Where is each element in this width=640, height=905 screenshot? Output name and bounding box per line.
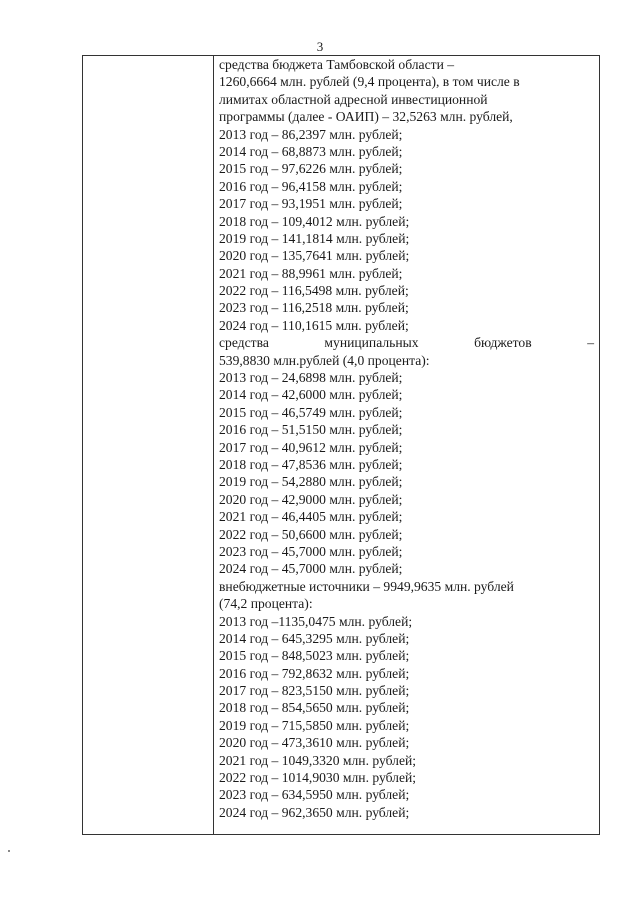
extrabudgetary-year-line: 2021 год – 1049,3320 млн. рублей; (219, 752, 417, 768)
regional-budget-summary-line: 1260,6664 млн. рублей (9,4 процента), в том числе в (219, 74, 520, 90)
municipal-year-line: 2022 год – 50,6600 млн. рублей; (219, 526, 403, 542)
extrabudgetary-year-line: 2015 год – 848,5023 млн. рублей; (219, 648, 410, 664)
regional-year-line: 2013 год – 86,2397 млн. рублей; (219, 126, 403, 142)
extrabudgetary-year-line: 2022 год – 1014,9030 млн. рублей; (219, 770, 417, 786)
municipal-year-line: 2016 год – 51,5150 млн. рублей; (219, 422, 403, 438)
extrabudgetary-year-line: 2014 год – 645,3295 млн. рублей; (219, 630, 410, 646)
municipal-heading-word: бюджетов (474, 335, 532, 351)
regional-year-line: 2015 год – 97,6226 млн. рублей; (219, 161, 403, 177)
regional-year-line: 2020 год – 135,7641 млн. рублей; (219, 248, 410, 264)
municipal-year-line: 2014 год – 42,6000 млн. рублей; (219, 387, 403, 403)
municipal-year-line: 2023 год – 45,7000 млн. рублей; (219, 543, 403, 559)
regional-year-line: 2022 год – 116,5498 млн. рублей; (219, 283, 409, 299)
municipal-heading-word: муниципальных (324, 335, 419, 351)
municipal-budgets-summary: 539,8830 млн.рублей (4,0 процента): (219, 352, 430, 368)
regional-budget-summary-line: программы (далее - ОАИП) – 32,5263 млн. рублей, (219, 109, 513, 125)
municipal-year-line: 2015 год – 46,5749 млн. рублей; (219, 404, 403, 420)
regional-year-line: 2024 год – 110,1615 млн. рублей; (219, 317, 409, 333)
funding-cell (219, 56, 594, 821)
regional-year-line: 2014 год – 68,8873 млн. рублей; (219, 143, 403, 159)
municipal-year-line: 2017 год – 40,9612 млн. рублей; (219, 439, 403, 455)
extrabudgetary-year-line: 2017 год – 823,5150 млн. рублей; (219, 683, 410, 699)
extrabudgetary-summary: (74,2 процента): (219, 596, 313, 612)
municipal-year-line: 2013 год – 24,6898 млн. рублей; (219, 370, 403, 386)
regional-budget-heading: средства бюджета Тамбовской области – (219, 57, 455, 72)
municipal-heading-word: средства (219, 335, 269, 351)
page-number: 3 (316, 39, 324, 54)
municipal-year-line: 2020 год – 42,9000 млн. рублей; (219, 491, 403, 507)
municipal-year-line: 2019 год – 54,2880 млн. рублей; (219, 474, 403, 490)
municipal-year-line: 2018 год – 47,8536 млн. рублей; (219, 456, 403, 472)
regional-year-line: 2023 год – 116,2518 млн. рублей; (219, 300, 409, 316)
regional-year-line: 2021 год – 88,9961 млн. рублей; (219, 265, 403, 281)
scan-speck (8, 850, 10, 852)
regional-year-line: 2018 год – 109,4012 млн. рублей; (219, 213, 410, 229)
extrabudgetary-year-line: 2013 год –1135,0475 млн. рублей; (219, 613, 413, 629)
regional-year-line: 2019 год – 141,1814 млн. рублей; (219, 230, 410, 246)
extrabudgetary-year-line: 2024 год – 962,3650 млн. рублей; (219, 804, 410, 820)
municipal-heading-word: – (587, 335, 594, 351)
extrabudgetary-year-line: 2018 год – 854,5650 млн. рублей; (219, 700, 410, 716)
municipal-year-line: 2024 год – 45,7000 млн. рублей; (219, 561, 403, 577)
table-column-divider (213, 55, 214, 835)
extrabudgetary-year-line: 2020 год – 473,3610 млн. рублей; (219, 735, 410, 751)
municipal-year-line: 2021 год – 46,4405 млн. рублей; (219, 509, 403, 525)
extrabudgetary-year-line: 2019 год – 715,5850 млн. рублей; (219, 717, 410, 733)
extrabudgetary-year-line: 2016 год – 792,8632 млн. рублей; (219, 665, 410, 681)
extrabudgetary-heading: внебюджетные источники – 9949,9635 млн. рублей (219, 578, 514, 594)
extrabudgetary-year-line: 2023 год – 634,5950 млн. рублей; (219, 787, 410, 803)
regional-budget-summary-line: лимитах областной адресной инвестиционной (219, 91, 488, 107)
regional-year-line: 2017 год – 93,1951 млн. рублей; (219, 196, 403, 212)
municipal-budgets-heading (219, 334, 594, 351)
regional-year-line: 2016 год – 96,4158 млн. рублей; (219, 178, 403, 194)
